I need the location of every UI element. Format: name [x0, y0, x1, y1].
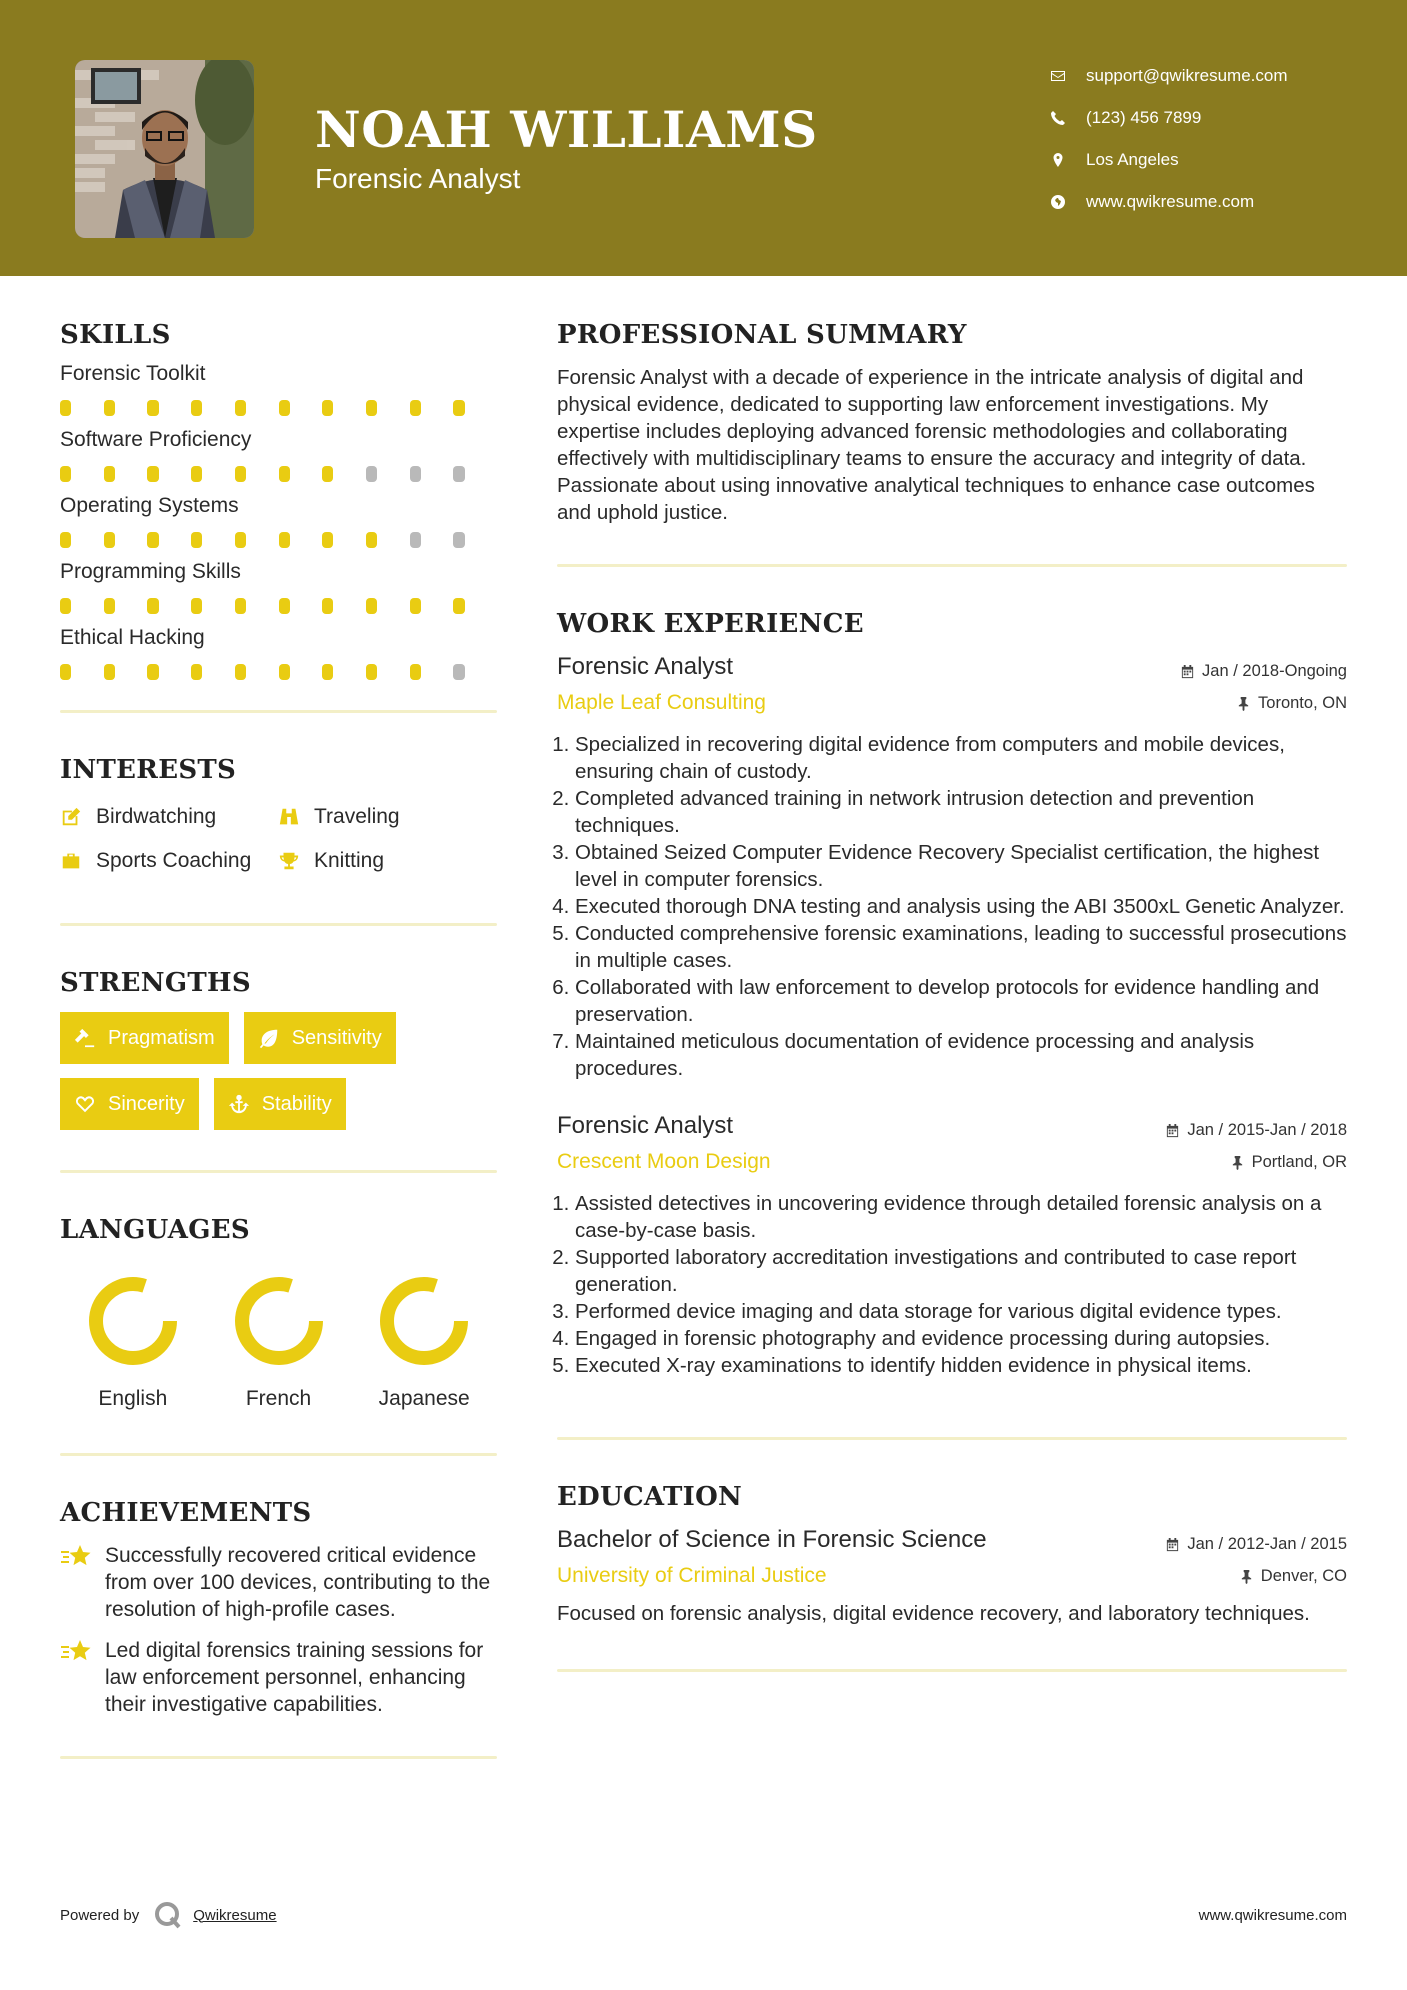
contact-location-text: Los Angeles	[1086, 150, 1179, 169]
education-title: EDUCATION	[557, 1482, 743, 1512]
interest-item	[278, 839, 384, 883]
skill-dot-filled	[322, 532, 333, 548]
section-divider	[60, 710, 497, 713]
achievement-text: Successfully recovered critical evidence from over 100 devices, contributing to the resolution of high-profile cases.	[105, 1544, 491, 1621]
skill-rating	[60, 466, 497, 482]
contact-website[interactable]	[1050, 181, 1288, 223]
job-entry	[557, 1112, 1347, 1379]
footer-website-link[interactable]: www.qwikresume.com	[1198, 1906, 1347, 1924]
trophy-icon	[278, 850, 314, 872]
star-icon	[60, 1542, 105, 1623]
page-footer	[60, 1900, 1347, 1930]
language-gauge	[376, 1273, 472, 1369]
brand-link[interactable]: Qwikresume	[193, 1906, 277, 1924]
skill-dot-filled	[191, 532, 202, 548]
job-bullet: 5. Conducted comprehensive forensic examinations, leading to successful prosecutions in multiple cases.	[575, 920, 1347, 974]
skill-item	[60, 560, 497, 614]
language-gauge	[85, 1273, 181, 1369]
contact-website-text: www.qwikresume.com	[1086, 192, 1255, 211]
section-divider	[60, 1170, 497, 1173]
powered-by-text: Powered by	[60, 1906, 140, 1924]
skill-dot-filled	[235, 532, 246, 548]
interest-label: Birdwatching	[96, 805, 217, 828]
skill-dot-filled	[279, 598, 290, 614]
job-date-text: Jan / 2015-Jan / 2018	[1187, 1121, 1347, 1139]
skill-dot-empty	[453, 466, 464, 482]
language-item	[206, 1273, 352, 1411]
phone-icon	[1050, 110, 1086, 126]
language-item	[351, 1273, 497, 1411]
strength-label: Sensitivity	[291, 1026, 382, 1049]
skill-dot-filled	[147, 400, 158, 416]
skill-rating	[60, 532, 497, 548]
summary-text: Forensic Analyst with a decade of experience in the intricate analysis of digital and physical evidence, dedicated to supporting law enforcement investigations. My expertise includes deploying advanced forensic methodologies and collaborating effectively with multidisciplinary teams to ensure the accuracy and integrity of data. Passionate about using innovative analytical techniques to enhance case outcomes and uphold justice.	[557, 366, 1315, 524]
summary-title: PROFESSIONAL SUMMARY	[557, 320, 967, 350]
interest-item	[60, 795, 278, 839]
profile-photo-image	[75, 60, 254, 238]
job-title: Forensic Analyst	[557, 653, 734, 680]
job-location-text: Toronto, ON	[1258, 693, 1347, 712]
education-description: Focused on forensic analysis, digital evidence recovery, and laboratory techniques.	[557, 1602, 1310, 1625]
calendar-icon	[1165, 1537, 1180, 1552]
skill-dot-filled	[279, 532, 290, 548]
interest-item	[60, 839, 278, 883]
star-icon	[60, 1637, 105, 1718]
section-divider	[557, 1669, 1347, 1672]
interest-item	[278, 795, 400, 839]
achievements-title: ACHIEVEMENTS	[60, 1498, 312, 1528]
skill-dot-empty	[453, 664, 464, 680]
strengths-title: STRENGTHS	[60, 968, 251, 998]
skill-dot-filled	[279, 664, 290, 680]
strengths-section	[60, 968, 497, 1144]
skill-dot-filled	[322, 598, 333, 614]
job-entry	[557, 653, 1347, 1082]
experience-section	[557, 609, 1347, 1379]
skill-dot-filled	[322, 664, 333, 680]
language-gauge-arc	[387, 1284, 461, 1358]
skill-dot-filled	[191, 664, 202, 680]
language-gauge-arc	[96, 1284, 170, 1358]
skill-dot-filled	[147, 598, 158, 614]
powered-by	[60, 1900, 277, 1930]
strengths-list	[60, 1012, 497, 1144]
skill-dot-filled	[104, 400, 115, 416]
skill-dot-filled	[235, 400, 246, 416]
skill-name: Ethical Hacking	[60, 626, 205, 649]
contact-email[interactable]	[1050, 55, 1288, 97]
job-bullet: 2. Supported laboratory accreditation investigations and contributed to case report generation.	[575, 1244, 1347, 1298]
pushpin-icon	[1236, 696, 1251, 711]
skill-dot-empty	[366, 466, 377, 482]
pushpin-icon	[1230, 1155, 1245, 1170]
skill-dot-filled	[235, 598, 246, 614]
strength-badge	[244, 1012, 396, 1064]
skill-dot-filled	[60, 400, 71, 416]
skill-dot-filled	[147, 664, 158, 680]
strength-label: Sincerity	[108, 1092, 185, 1115]
contact-list	[1050, 55, 1288, 223]
skill-dot-filled	[60, 466, 71, 482]
job-bullet: 1. Specialized in recovering digital evidence from computers and mobile devices, ensuring chain of custody.	[575, 731, 1347, 785]
education-location	[1239, 1567, 1347, 1586]
interests-section	[60, 755, 497, 883]
profile-photo	[75, 60, 254, 238]
skill-dot-filled	[191, 598, 202, 614]
skill-dot-filled	[366, 532, 377, 548]
interest-label: Traveling	[314, 805, 400, 828]
calendar-icon	[1180, 664, 1195, 679]
candidate-title: Forensic Analyst	[315, 163, 521, 194]
skill-dot-filled	[104, 466, 115, 482]
contact-phone-text: (123) 456 7899	[1086, 108, 1202, 127]
job-location	[1236, 694, 1347, 713]
strength-badge	[214, 1078, 346, 1130]
skill-item	[60, 494, 497, 548]
job-location	[1230, 1153, 1347, 1172]
achievements-section	[60, 1498, 497, 1718]
skill-dot-filled	[410, 598, 421, 614]
interest-label: Sports Coaching	[96, 849, 252, 872]
languages-title: LANGUAGES	[60, 1215, 250, 1245]
qwikresume-logo-icon	[153, 1900, 183, 1930]
pushpin-icon	[1239, 1569, 1254, 1584]
section-divider	[60, 1756, 497, 1759]
skill-dot-filled	[279, 400, 290, 416]
education-date	[1165, 1535, 1347, 1554]
skill-dot-filled	[410, 400, 421, 416]
skill-dot-filled	[60, 664, 71, 680]
leaf-icon	[258, 1027, 280, 1049]
job-bullet: 1. Assisted detectives in uncovering evidence through detailed forensic analysis on a case-by-case basis.	[575, 1190, 1347, 1244]
job-date-text: Jan / 2018-Ongoing	[1202, 662, 1347, 680]
skill-dot-filled	[279, 466, 290, 482]
skill-dot-filled	[235, 466, 246, 482]
language-name: Japanese	[378, 1387, 470, 1410]
skill-dot-filled	[60, 532, 71, 548]
skill-dot-filled	[60, 598, 71, 614]
skill-rating	[60, 400, 497, 416]
skill-dot-filled	[191, 466, 202, 482]
company-name: Crescent Moon Design	[557, 1150, 771, 1173]
job-bullets	[557, 731, 1347, 1082]
map-marker-icon	[1050, 152, 1086, 168]
skill-dot-filled	[453, 598, 464, 614]
skill-rating	[60, 664, 497, 680]
skill-dot-filled	[147, 532, 158, 548]
skill-dot-filled	[366, 598, 377, 614]
skill-name: Software Proficiency	[60, 428, 252, 451]
skills-title: SKILLS	[60, 320, 171, 350]
edit-icon	[60, 806, 96, 828]
section-divider	[557, 564, 1347, 567]
achievement-text: Led digital forensics training sessions for law enforcement personnel, enhancing their investigative capabilities.	[105, 1639, 484, 1716]
job-bullet: 3. Obtained Seized Computer Evidence Recovery Specialist certification, the highest level in computer forensics.	[575, 839, 1347, 893]
language-gauge	[231, 1273, 327, 1369]
education-date-text: Jan / 2012-Jan / 2015	[1187, 1535, 1347, 1553]
contact-email-text: support@qwikresume.com	[1086, 66, 1288, 85]
skill-dot-filled	[147, 466, 158, 482]
job-bullet: 4. Executed thorough DNA testing and analysis using the ABI 3500xL Genetic Analyzer.	[575, 893, 1347, 920]
skill-dot-empty	[410, 532, 421, 548]
job-date	[1165, 1121, 1347, 1140]
interests-list	[60, 795, 497, 883]
skill-dot-filled	[410, 664, 421, 680]
resume-header	[0, 0, 1407, 276]
school-name: University of Criminal Justice	[557, 1564, 827, 1587]
job-bullet: 6. Collaborated with law enforcement to develop protocols for evidence handling and preservation.	[575, 974, 1347, 1028]
education-location-text: Denver, CO	[1260, 1566, 1347, 1585]
job-bullet: 5. Executed X-ray examinations to identify hidden evidence in physical items.	[575, 1352, 1347, 1379]
job-bullets	[557, 1190, 1347, 1379]
summary-section	[557, 320, 1347, 526]
skill-dot-filled	[235, 664, 246, 680]
education-entry	[557, 1526, 1347, 1627]
skill-dot-filled	[322, 466, 333, 482]
interests-title: INTERESTS	[60, 755, 237, 785]
achievement-item	[60, 1637, 497, 1718]
gavel-icon	[74, 1027, 96, 1049]
skill-item	[60, 362, 497, 416]
experience-title: WORK EXPERIENCE	[557, 609, 864, 639]
job-bullet: 4. Engaged in forensic photography and evidence processing during autopsies.	[575, 1325, 1347, 1352]
skill-dot-filled	[366, 664, 377, 680]
skills-section	[60, 320, 497, 680]
languages-list	[60, 1273, 497, 1411]
language-name: English	[98, 1387, 168, 1410]
skill-name: Programming Skills	[60, 560, 241, 583]
job-location-text: Portland, OR	[1251, 1152, 1347, 1171]
skill-dot-filled	[366, 400, 377, 416]
languages-section	[60, 1215, 497, 1411]
contact-phone[interactable]	[1050, 97, 1288, 139]
education-section	[557, 1482, 1347, 1627]
section-divider	[60, 1453, 497, 1456]
job-bullet: 2. Completed advanced training in network intrusion detection and prevention techniques.	[575, 785, 1347, 839]
section-divider	[60, 923, 497, 926]
skill-dot-filled	[453, 400, 464, 416]
contact-location	[1050, 139, 1288, 181]
section-divider	[557, 1437, 1347, 1440]
skill-dot-empty	[453, 532, 464, 548]
language-gauge-arc	[242, 1284, 316, 1358]
skill-dot-filled	[191, 400, 202, 416]
skill-item	[60, 626, 497, 680]
left-column	[60, 320, 497, 1759]
job-date	[1180, 662, 1347, 681]
company-name: Maple Leaf Consulting	[557, 691, 766, 714]
strength-label: Pragmatism	[108, 1026, 215, 1049]
skill-dot-filled	[322, 400, 333, 416]
interest-label: Knitting	[314, 849, 385, 872]
strength-label: Stability	[261, 1092, 332, 1115]
skill-dot-filled	[104, 664, 115, 680]
language-name: French	[245, 1387, 312, 1410]
right-column	[557, 320, 1347, 1672]
skill-dot-filled	[104, 532, 115, 548]
skill-dot-filled	[104, 598, 115, 614]
job-title: Forensic Analyst	[557, 1112, 734, 1139]
strength-badge	[60, 1078, 199, 1130]
language-item	[60, 1273, 206, 1411]
envelope-icon	[1050, 68, 1086, 84]
skill-name: Operating Systems	[60, 494, 239, 517]
binoculars-icon	[278, 806, 314, 828]
candidate-name: NOAH WILLIAMS	[315, 100, 818, 159]
achievement-item	[60, 1542, 497, 1623]
calendar-icon	[1165, 1123, 1180, 1138]
skill-dot-empty	[410, 466, 421, 482]
skill-item	[60, 428, 497, 482]
job-bullet: 3. Performed device imaging and data storage for various digital evidence types.	[575, 1298, 1347, 1325]
anchor-icon	[228, 1093, 250, 1115]
strength-badge	[60, 1012, 229, 1064]
skill-name: Forensic Toolkit	[60, 362, 206, 385]
globe-icon	[1050, 194, 1086, 210]
skills-list	[60, 362, 497, 680]
heart-icon	[74, 1093, 96, 1115]
job-bullet: 7. Maintained meticulous documentation of evidence processing and analysis procedures.	[575, 1028, 1347, 1082]
degree-title: Bachelor of Science in Forensic Science	[557, 1526, 987, 1553]
skill-rating	[60, 598, 497, 614]
briefcase-icon	[60, 850, 96, 872]
